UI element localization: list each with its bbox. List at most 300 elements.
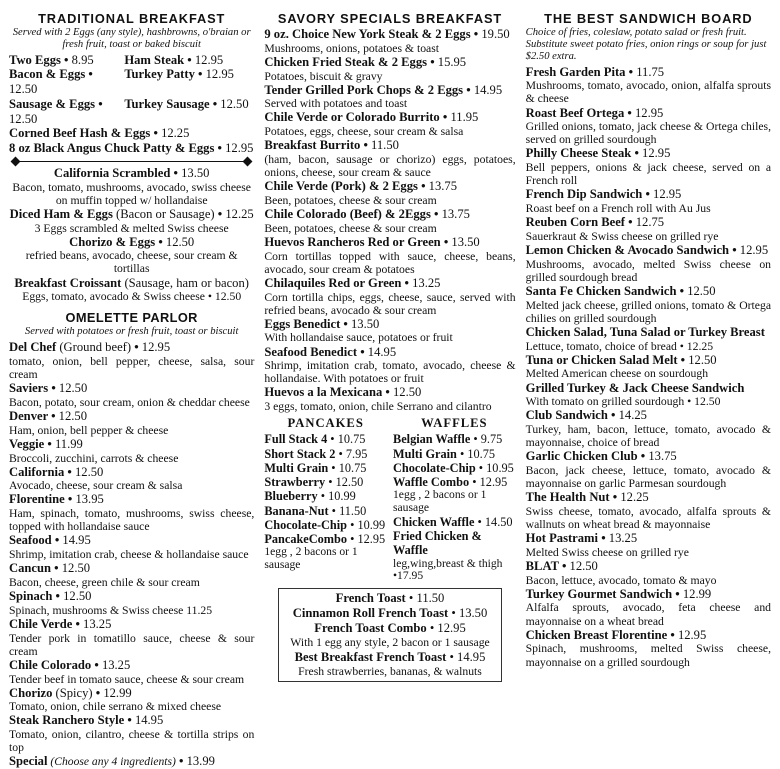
- menu-item: [9, 141, 254, 156]
- menu-item: [264, 461, 387, 475]
- item-description: Been, potatoes, cheese & sour cream: [264, 221, 437, 235]
- menu-item-row: [9, 67, 254, 96]
- item-description: Potatoes, biscuit & gravy: [264, 69, 383, 83]
- price-separator: •: [426, 621, 438, 636]
- item-name: Chicken Fried Steak & 2 Eggs: [264, 54, 428, 69]
- menu-item: [393, 447, 516, 461]
- price-separator: •: [347, 532, 358, 547]
- menu-item: [264, 518, 387, 532]
- menu-item: [9, 589, 254, 604]
- menu-item: [264, 385, 515, 400]
- item-description: refried beans, avocado, cheese, sour cream & tortillas: [25, 249, 238, 276]
- item-name: Santa Fe Chicken Sandwich: [525, 283, 677, 298]
- item-name: Turkey Sausage: [124, 96, 210, 111]
- item-parenthetical: (Bacon or Sausage): [112, 206, 215, 221]
- price-separator: •: [427, 54, 438, 69]
- item-name: Turkey Patty: [124, 67, 195, 82]
- menu-item: [264, 432, 387, 446]
- item-price: 12.99: [103, 685, 132, 700]
- price-separator: •: [463, 82, 474, 97]
- price-separator: •: [347, 517, 358, 532]
- column-savory-specials: [259, 4, 520, 678]
- section-heading-savory: SAVORY SPECIALS BREAKFAST: [277, 11, 503, 26]
- item-name: Diced Ham & Eggs: [9, 206, 113, 221]
- menu-item-row: [9, 53, 254, 68]
- item-description: Tomato, onion, chile serrano & mixed cheese: [9, 700, 222, 714]
- price-separator: •: [631, 146, 643, 161]
- item-price: 12.95: [677, 627, 707, 642]
- item-name: Cancun: [9, 561, 51, 576]
- item-price: 12.95: [479, 475, 508, 490]
- item-name: Chile Colorado (Beef) & 2Eggs: [264, 207, 431, 222]
- price-separator: •: [440, 234, 452, 249]
- price-separator: •: [214, 141, 226, 156]
- item-name: Chile Verde (Pork) & 2 Eggs: [264, 179, 418, 194]
- menu-item: [264, 276, 515, 291]
- item-name: Hot Pastrami: [525, 531, 599, 546]
- item-name: Grilled Turkey & Jack Cheese Sandwich: [525, 380, 745, 395]
- item-price: 12.50: [569, 558, 598, 573]
- menu-item: [9, 409, 254, 424]
- pair-list-traditional: [9, 53, 254, 127]
- menu-item: [526, 490, 771, 505]
- item-price: 12.50: [9, 82, 38, 97]
- price-separator: •: [470, 27, 482, 41]
- price-separator: •: [325, 475, 336, 490]
- item-description: Mushrooms, onions, potatoes & toast: [264, 41, 440, 55]
- item-name: Huevos a la Mexicana: [264, 385, 383, 400]
- price-separator: •: [642, 187, 654, 202]
- item-description: Corn tortilla chips, eggs, cheese, sauce, served with refried beans, avocado & sour cream: [264, 290, 516, 317]
- fried-chicken-waffle-item: Fried Chicken & Waffle: [393, 529, 482, 558]
- item-price: 11.50: [371, 138, 399, 153]
- price-separator: •: [328, 460, 339, 475]
- sandwich-item-list: [526, 65, 771, 669]
- item-price: 12.25: [225, 206, 254, 221]
- item-description: Mushrooms, avocado, melted Swiss cheese on grilled sourdough bread: [525, 257, 772, 284]
- item-price: 12.50: [61, 561, 91, 576]
- pancakes-note: 1egg , 2 bacons or 1 sausage: [264, 545, 358, 572]
- item-description: 3 Eggs scrambled & melted Swiss cheese: [34, 221, 229, 235]
- waffles-block: [393, 416, 516, 583]
- item-description: Spinach, mushrooms, melted Swiss cheese, mayonnaise on a grilled sourdough: [525, 642, 772, 669]
- item-name: BLAT: [525, 558, 559, 573]
- item-description: Melted jack cheese, grilled onions, tomato & Ortega chilies on grilled sourdough: [525, 298, 772, 325]
- item-price: 12.95: [653, 187, 682, 202]
- item-price: 12.50: [58, 408, 87, 423]
- price-separator: •: [155, 234, 166, 249]
- item-price: 12.50: [392, 385, 422, 400]
- item-price: 12.50: [688, 352, 717, 367]
- item-name: Club Sandwich: [525, 408, 608, 423]
- item-description: Bell peppers, onions & jack cheese, served on a French roll: [525, 161, 772, 188]
- item-price: 13.95: [75, 492, 104, 507]
- item-description: Sauerkraut & Swiss cheese on grilled rye: [525, 229, 719, 243]
- menu-item: [264, 207, 515, 222]
- menu-item: [264, 235, 515, 250]
- price-separator: •: [72, 616, 84, 631]
- item-description: Potatoes, eggs, cheese, sour cream & salsa: [264, 125, 464, 139]
- item-price: 12.25: [620, 490, 649, 505]
- item-name: Chocolate-Chip: [393, 460, 476, 475]
- item-description: Tender beef in tomato sauce, cheese & sour cream: [9, 672, 245, 686]
- menu-item: [393, 475, 516, 489]
- item-price: 7.95: [345, 446, 368, 461]
- item-description: With 1 egg any style, 2 bacon or 1 sausage: [290, 636, 490, 650]
- item-parenthetical: (Ground beef): [56, 340, 132, 355]
- price-separator: •: [469, 475, 480, 490]
- item-name: Bacon & Eggs: [9, 67, 86, 82]
- price-separator: •: [672, 586, 683, 601]
- menu-item: [526, 215, 771, 230]
- item-description: Served with potatoes and toast: [264, 97, 408, 111]
- price-separator: •: [607, 408, 619, 423]
- item-description: Fresh strawberries, bananas, & walnuts: [298, 664, 482, 678]
- price-separator: •: [667, 627, 678, 642]
- menu-item: [9, 340, 254, 355]
- item-price: 13.75: [428, 179, 457, 194]
- section-heading-traditional: TRADITIONAL BREAKFAST: [38, 11, 226, 26]
- menu-item: [526, 325, 771, 340]
- item-price: 13.50: [351, 316, 380, 331]
- item-name: Chocolate-Chip: [264, 517, 348, 532]
- item-description: Bacon, jack cheese, lettuce, tomato, avocado & mayonnaise on garlic Parmesan sourdough: [525, 463, 772, 491]
- item-price: 13.25: [83, 616, 112, 631]
- item-description: Shrimp, imitation crab, cheese & hollandaise sauce: [9, 548, 249, 562]
- menu-item: [393, 432, 516, 446]
- item-name: Denver: [9, 408, 48, 423]
- price-separator: •: [677, 352, 689, 367]
- price-separator: •: [64, 464, 75, 479]
- savory-item-list: [264, 27, 515, 413]
- waffles-note: 1egg , 2 bacons or 1 sausage: [393, 488, 487, 515]
- item-name: French Toast Combo: [314, 621, 427, 636]
- price-separator: •: [624, 105, 635, 120]
- item-price: 10.75: [338, 460, 367, 475]
- item-name: Multi Grain: [264, 460, 329, 475]
- price-separator: •: [417, 179, 429, 194]
- item-price: 8.95: [71, 52, 94, 67]
- item-price: 13.25: [101, 657, 131, 672]
- item-price: 12.95: [642, 146, 671, 161]
- price-separator: •: [360, 138, 372, 153]
- section-subhead-sandwich: Choice of fries, coleslaw, potato salad or fresh fruit. Substitute sweet potato fries, onion rings or soup for just $2.50 extra.: [525, 27, 767, 62]
- item-price: 12.50: [687, 283, 716, 298]
- item-name: Belgian Waffle: [393, 432, 471, 447]
- item-parenthetical: (Choose any 4 ingredients): [47, 755, 176, 769]
- item-name: Chilaquiles Red or Green: [264, 275, 402, 290]
- item-price: 14.50: [484, 514, 513, 529]
- item-name: California Scrambled: [53, 165, 171, 180]
- menu-item: [9, 713, 254, 728]
- section-subhead-traditional: Served with 2 Eggs (any style), hashbrowns, o'braian or fresh fruit, toast or baked biscuit: [12, 27, 251, 50]
- price-separator: •: [625, 215, 636, 230]
- item-price: 13.75: [648, 449, 677, 464]
- menu-item: [264, 489, 387, 503]
- price-separator: •: [729, 243, 740, 257]
- price-separator: •: [446, 649, 458, 664]
- menu-item: [264, 179, 515, 194]
- menu-item: [264, 138, 515, 153]
- menu-item: [264, 27, 515, 42]
- menu-item: [9, 533, 254, 548]
- item-name: Breakfast Croissant: [14, 275, 122, 290]
- item-price: 14.25: [618, 408, 647, 423]
- item-price: 13.25: [412, 275, 441, 290]
- item-price: 14.95: [473, 82, 503, 97]
- item-price: 14.95: [367, 344, 397, 359]
- item-price: 14.95: [134, 713, 164, 728]
- item-description: Alfalfa sprouts, avocado, feta cheese and mayonnaise on a wheat bread: [525, 601, 772, 628]
- item-description: 3 eggs, tomato, onion, chile Serrano and cilantro: [264, 400, 492, 414]
- waffles-list-secondary: [393, 515, 516, 529]
- item-price: 13.25: [608, 531, 638, 546]
- menu-item: [526, 587, 771, 602]
- item-description: Corn tortillas topped with sauce, cheese, beans, avocado, sour cream & potatoes: [264, 249, 516, 276]
- price-separator: •: [328, 503, 340, 518]
- item-price: 12.50: [220, 96, 249, 111]
- menu-item: [9, 492, 254, 507]
- item-name: French Dip Sandwich: [525, 187, 643, 202]
- item-description: Tomato, onion, cilantro, cheese & tortilla strips on top: [9, 728, 255, 755]
- item-description: Mushrooms, tomato, avocado, onion, alfalfa sprouts & cheese: [525, 79, 772, 106]
- item-price: 13.50: [181, 165, 210, 180]
- menu-item: [526, 284, 771, 299]
- menu-item: [124, 97, 248, 126]
- item-price: 11.75: [636, 64, 665, 79]
- price-separator: •: [91, 657, 102, 672]
- item-price: 13.99: [186, 754, 215, 769]
- menu-item: [526, 628, 771, 643]
- menu-item: [9, 381, 254, 396]
- price-separator: •: [598, 531, 609, 546]
- price-separator: •: [474, 514, 485, 529]
- price-separator: •: [327, 432, 338, 447]
- item-price: 13.50: [451, 234, 480, 249]
- item-name: Chile Verde: [9, 616, 73, 631]
- item-price: 12.50: [335, 475, 364, 490]
- menu-item: [9, 617, 254, 632]
- menu-item: [9, 658, 254, 673]
- section-heading-sandwich: THE BEST SANDWICH BOARD: [544, 11, 753, 26]
- price-separator: •: [401, 275, 413, 290]
- item-name: Roast Beef Ortega: [525, 105, 625, 120]
- item-price: 19.50: [481, 27, 510, 41]
- item-name: Florentine: [9, 492, 65, 507]
- item-name: Tuna or Chicken Salad Melt: [525, 352, 678, 367]
- item-price: 11.95: [450, 110, 479, 125]
- menu-item: [526, 449, 771, 464]
- item-name: The Health Nut: [525, 490, 610, 505]
- item-price: 10.99: [357, 517, 386, 532]
- item-price: 11.50: [416, 591, 445, 606]
- price-separator: •: [170, 165, 182, 180]
- item-name: Chorizo: [9, 685, 53, 700]
- item-name: Seafood: [9, 533, 52, 548]
- item-price: 14.95: [62, 533, 91, 548]
- item-name: PancakeCombo: [264, 532, 348, 547]
- item-name: Waffle Combo: [393, 475, 470, 490]
- item-description: tomato, onion, bell pepper, cheese, salsa, sour cream: [9, 354, 255, 382]
- price-separator: •: [439, 110, 451, 125]
- item-name: 8 oz Black Angus Chuck Patty & Eggs: [9, 141, 215, 156]
- section-subhead-omelette: Served with potatoes or fresh fruit, toast or biscuit: [24, 326, 239, 338]
- item-price: 11.99: [54, 436, 83, 451]
- menu-item: [264, 317, 515, 332]
- item-description: Spinach, mushrooms & Swiss cheese 11.25: [9, 603, 213, 617]
- price-separator: •: [625, 64, 637, 79]
- menu-item: [526, 408, 771, 423]
- price-separator: •: [340, 316, 351, 331]
- price-separator: •: [64, 492, 76, 507]
- item-name: Banana-Nut: [264, 503, 329, 518]
- menu-item: [283, 591, 496, 606]
- item-description: Turkey, ham, bacon, lettuce, tomato, avocado & mayonnaise, choice of bread: [525, 423, 772, 450]
- item-price: 12.95: [205, 67, 234, 82]
- item-description: Bacon, lettuce, avocado, tomato & mayo: [525, 573, 717, 587]
- price-separator: •: [150, 126, 162, 141]
- price-separator: •: [317, 489, 329, 504]
- item-description: Grilled onions, tomato, jack cheese & Ortega chiles, served on grilled sourdough: [525, 120, 772, 147]
- price-separator: •: [124, 713, 135, 728]
- item-description: Melted American cheese on sourdough: [525, 367, 709, 381]
- item-name: Tender Grilled Pork Chops & 2 Eggs: [264, 82, 464, 97]
- diamond-left-icon: [11, 156, 21, 166]
- price-separator: •: [456, 446, 468, 461]
- pancakes-waffles-row: [264, 416, 515, 583]
- item-description: Shrimp, imitation crab, tomato, avocado, cheese & hollandaise. With potatoes or fruit: [264, 359, 516, 386]
- item-name: Fresh Garden Pita: [525, 64, 626, 79]
- menu-item: [526, 106, 771, 121]
- menu-item: [264, 110, 515, 125]
- item-description: Broccoli, zucchini, carrots & cheese: [9, 451, 179, 465]
- menu-item: [9, 754, 254, 769]
- item-description: Ham, onion, bell pepper & cheese: [9, 423, 169, 437]
- menu-item: [9, 686, 254, 701]
- item-price: 11.50: [339, 503, 367, 518]
- price-separator: •: [405, 591, 417, 606]
- item-price: 10.95: [486, 460, 514, 475]
- menu-item: [264, 345, 515, 360]
- menu-item: [9, 276, 254, 291]
- item-description: With tomato on grilled sourdough • 12.50: [525, 395, 721, 409]
- menu-item: [9, 53, 124, 68]
- item-description: (ham, bacon, sausage or chorizo) eggs, potatoes, onions, cheese, sour cream & sauce: [264, 153, 516, 180]
- price-separator: •: [475, 460, 487, 475]
- menu-item: [124, 67, 234, 96]
- item-name: Chicken Waffle: [393, 514, 475, 529]
- menu-item: [283, 621, 496, 636]
- item-parenthetical: (Spicy): [52, 685, 93, 700]
- item-name: French Toast: [335, 591, 406, 606]
- price-separator: •: [676, 283, 688, 298]
- item-price: 12.50: [63, 589, 92, 604]
- menu-item: [264, 447, 387, 461]
- item-name: Ham Steak: [124, 52, 185, 67]
- item-name: Turkey Gourmet Sandwich: [525, 586, 673, 601]
- item-name: Del Chef: [9, 340, 57, 355]
- menu-item: [526, 559, 771, 574]
- item-name: Saviers: [9, 381, 49, 396]
- pancakes-block: [264, 416, 387, 583]
- price-separator: •: [382, 385, 393, 400]
- item-name: Full Stack 4: [264, 432, 328, 447]
- item-name: Two Eggs: [9, 52, 61, 67]
- item-name: Breakfast Burrito: [264, 138, 361, 153]
- waffles-heading: WAFFLES: [421, 416, 488, 431]
- item-description: Avocado, cheese, sour cream & salsa: [9, 479, 183, 493]
- item-description: Been, potatoes, cheese & sour cream: [264, 193, 437, 207]
- menu-item: [526, 531, 771, 546]
- pancakes-heading: PANCAKES: [287, 416, 364, 431]
- french-toast-box: [278, 588, 501, 682]
- price-separator: •: [48, 381, 59, 396]
- menu-item: [526, 353, 771, 368]
- omelette-list: [9, 340, 254, 769]
- menu-item: [526, 243, 771, 258]
- price-separator: •: [85, 67, 93, 82]
- menu-item: [526, 146, 771, 161]
- price-separator: •: [47, 408, 59, 423]
- item-price: 12.95: [141, 340, 171, 355]
- item-price: 12.99: [682, 586, 712, 601]
- item-name: Sausage & Eggs: [9, 96, 96, 111]
- item-price: 10.75: [337, 432, 366, 447]
- item-name: Chicken Salad, Tuna Salad or Turkey Breast: [525, 324, 765, 339]
- item-name: Garlic Chicken Club: [525, 449, 638, 464]
- item-name: Philly Cheese Steak: [525, 146, 632, 161]
- price-separator: •: [214, 206, 226, 221]
- item-description: Swiss cheese, tomato, avocado, alfalfa sprouts & wallnuts on wheat bread & mayonnaise: [525, 504, 772, 531]
- price-separator: •: [131, 340, 142, 355]
- price-separator: •: [430, 207, 442, 222]
- item-name: Chicken Breast Florentine: [525, 627, 668, 642]
- decorative-divider: [9, 157, 254, 166]
- menu-item: [264, 532, 387, 546]
- item-price: 15.95: [437, 54, 467, 69]
- item-price: 12.95: [739, 243, 769, 257]
- item-description: Melted Swiss cheese on grilled rye: [525, 545, 689, 559]
- item-price: 12.95: [357, 532, 386, 547]
- column-traditional-breakfast: [4, 4, 259, 769]
- item-price: 12.95: [437, 621, 466, 636]
- item-price: 10.99: [328, 489, 356, 504]
- pancakes-list: [264, 432, 387, 546]
- item-description: Eggs, tomato, avocado & Swiss cheese • 12.50: [22, 290, 242, 304]
- price-separator: •: [637, 449, 649, 464]
- item-name: 9 oz. Choice New York Steak & 2 Eggs: [264, 27, 471, 41]
- item-name: Strawberry: [264, 475, 326, 490]
- menu-item: [9, 561, 254, 576]
- item-name: Reuben Corn Beef: [525, 215, 625, 230]
- item-price: 9.75: [480, 432, 503, 447]
- price-separator: •: [357, 344, 368, 359]
- item-name: Chorizo & Eggs: [69, 234, 156, 249]
- item-name: Chile Colorado: [9, 657, 92, 672]
- item-price: 12.75: [635, 215, 665, 230]
- price-separator: •: [448, 606, 459, 621]
- menu-item: [9, 207, 254, 222]
- menu-item: [526, 381, 771, 396]
- price-separator: •: [60, 52, 72, 67]
- price-separator: •: [194, 67, 206, 82]
- menu-item: [9, 166, 254, 181]
- menu-item: [264, 83, 515, 98]
- diamond-right-icon: [243, 156, 253, 166]
- price-separator: •: [335, 446, 346, 461]
- item-price: 12.50: [58, 381, 88, 396]
- item-name: Corned Beef Hash & Eggs: [9, 126, 151, 141]
